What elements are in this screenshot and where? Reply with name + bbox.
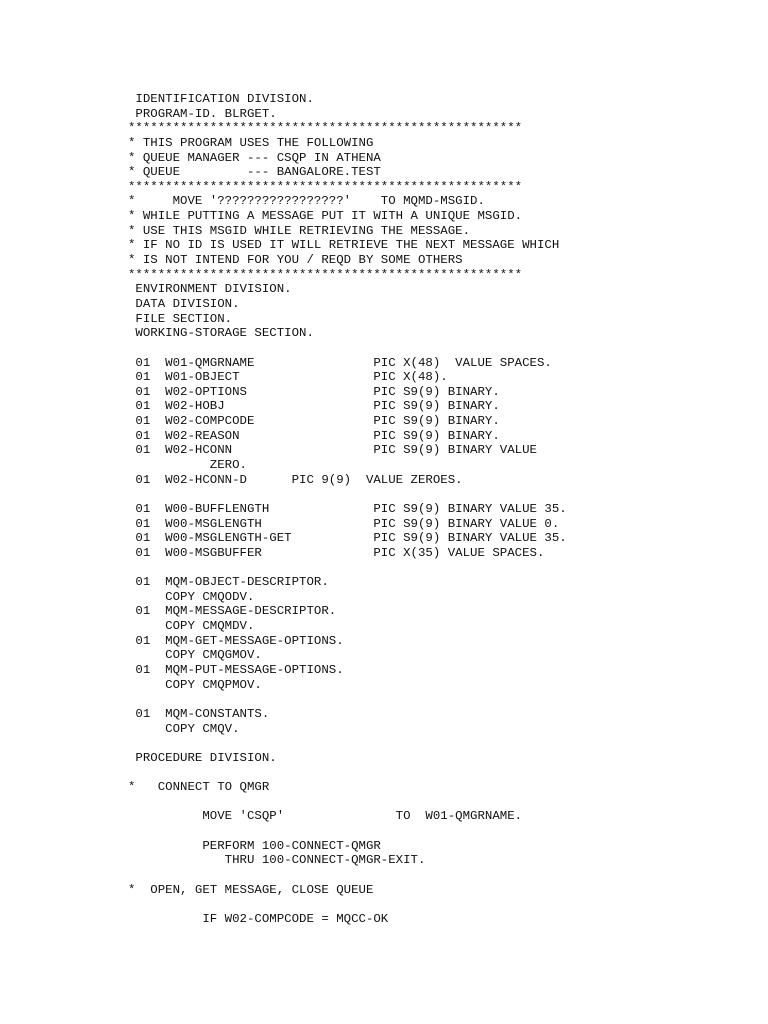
- code-line: IF W02-COMPCODE = MQCC-OK: [128, 911, 389, 926]
- code-line: [128, 897, 567, 912]
- code-line: * WHILE PUTTING A MESSAGE PUT IT WITH A UNIQUE MSGID.: [128, 209, 523, 224]
- code-line: 01 W02-OPTIONS PIC S9(9) BINARY.: [128, 384, 500, 399]
- code-line: THRU 100-CONNECT-QMGR-EXIT.: [128, 853, 426, 868]
- code-line: PROGRAM-ID. BLRGET.: [128, 106, 277, 121]
- code-line: FILE SECTION.: [128, 311, 233, 326]
- code-line: COPY CMQGMOV.: [128, 648, 262, 663]
- code-line: [128, 824, 567, 839]
- code-line: COPY CMQODV.: [128, 589, 255, 604]
- code-line: * MOVE '?????????????????' TO MQMD-MSGID.: [128, 194, 485, 209]
- code-line: PROCEDURE DIVISION.: [128, 750, 277, 765]
- code-line: [128, 692, 567, 707]
- code-line: IDENTIFICATION DIVISION.: [128, 92, 314, 106]
- code-line: * IF NO ID IS USED IT WILL RETRIEVE THE NEXT MESSAGE WHICH: [128, 238, 560, 253]
- code-line: *****************************************************: [128, 267, 523, 282]
- code-line: 01 W02-HCONN PIC S9(9) BINARY VALUE: [128, 443, 537, 458]
- code-line: * USE THIS MSGID WHILE RETRIEVING THE MESSAGE.: [128, 223, 471, 238]
- code-line: 01 MQM-CONSTANTS.: [128, 706, 270, 721]
- code-line: 01 MQM-MESSAGE-DESCRIPTOR.: [128, 604, 337, 619]
- code-line: 01 W02-REASON PIC S9(9) BINARY.: [128, 428, 500, 443]
- code-line: [128, 561, 567, 576]
- code-line: [128, 868, 567, 883]
- code-line: 01 W02-HOBJ PIC S9(9) BINARY.: [128, 399, 500, 414]
- code-line: [128, 795, 567, 810]
- code-line: [128, 487, 567, 502]
- code-line: COPY CMQMDV.: [128, 619, 255, 634]
- code-line: ZERO.: [128, 458, 247, 473]
- code-line: * QUEUE MANAGER --- CSQP IN ATHENA: [128, 150, 381, 165]
- code-line: [128, 341, 567, 356]
- code-line: 01 W01-QMGRNAME PIC X(48) VALUE SPACES.: [128, 355, 552, 370]
- code-line: DATA DIVISION.: [128, 296, 240, 311]
- code-line: * THIS PROGRAM USES THE FOLLOWING: [128, 135, 374, 150]
- code-line: MOVE 'CSQP' TO W01-QMGRNAME.: [128, 809, 523, 824]
- code-line: 01 W00-MSGLENGTH-GET PIC S9(9) BINARY VALUE 35.: [128, 531, 567, 546]
- code-line: *****************************************************: [128, 179, 523, 194]
- cobol-source-listing: [128, 92, 567, 927]
- code-line: 01 W02-HCONN-D PIC 9(9) VALUE ZEROES.: [128, 472, 463, 487]
- code-line: 01 W00-MSGLENGTH PIC S9(9) BINARY VALUE 0.: [128, 516, 560, 531]
- code-line: 01 W02-COMPCODE PIC S9(9) BINARY.: [128, 414, 500, 429]
- code-line: WORKING-STORAGE SECTION.: [128, 326, 314, 341]
- code-line: ENVIRONMENT DIVISION.: [128, 282, 292, 297]
- code-line: 01 W01-OBJECT PIC X(48).: [128, 370, 448, 385]
- code-line: * IS NOT INTEND FOR YOU / REQD BY SOME OTHERS: [128, 253, 463, 268]
- code-line: 01 MQM-OBJECT-DESCRIPTOR.: [128, 575, 329, 590]
- code-line: * QUEUE --- BANGALORE.TEST: [128, 165, 381, 180]
- code-line: 01 MQM-PUT-MESSAGE-OPTIONS.: [128, 662, 344, 677]
- code-line: COPY CMQV.: [128, 721, 240, 736]
- code-line: * CONNECT TO QMGR: [128, 780, 270, 795]
- code-line: [128, 765, 567, 780]
- code-line: [128, 736, 567, 751]
- code-line: 01 W00-BUFFLENGTH PIC S9(9) BINARY VALUE 35.: [128, 501, 567, 516]
- code-line: 01 MQM-GET-MESSAGE-OPTIONS.: [128, 633, 344, 648]
- code-line: * OPEN, GET MESSAGE, CLOSE QUEUE: [128, 882, 374, 897]
- code-line: PERFORM 100-CONNECT-QMGR: [128, 838, 381, 853]
- code-line: *****************************************************: [128, 121, 523, 136]
- code-line: 01 W00-MSGBUFFER PIC X(35) VALUE SPACES.: [128, 545, 545, 560]
- code-line: COPY CMQPMOV.: [128, 677, 262, 692]
